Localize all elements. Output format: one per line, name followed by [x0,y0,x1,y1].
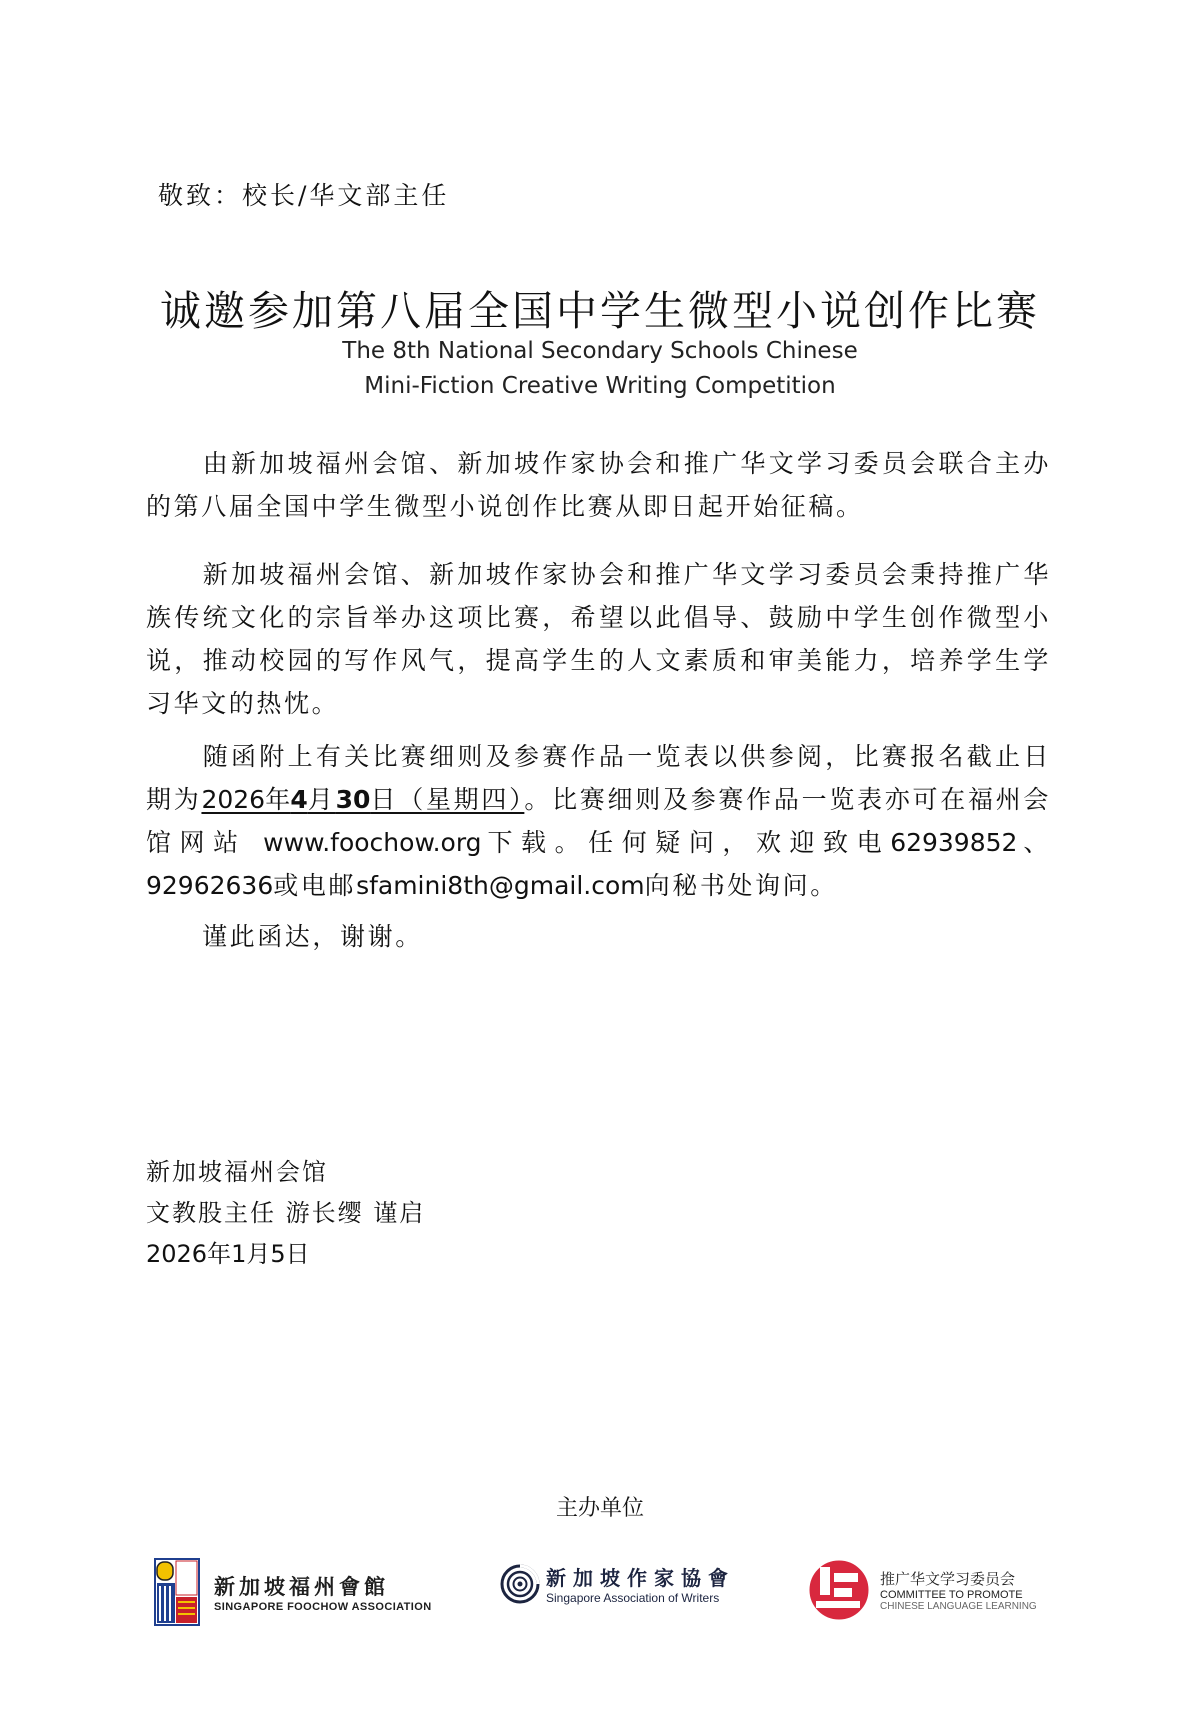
signature-organisation: 新加坡福州会馆 [146,1158,328,1186]
phone-separator: 、 [1017,828,1051,857]
deadline-date [201,785,524,814]
title-english-line2: Mini-Fiction Creative Writing Competition [364,373,836,399]
cplc-logo [806,1557,1037,1623]
deadline-day-unit: 日（星期四） [370,785,525,814]
email-link[interactable]: sfamini8th@gmail.com [356,871,645,900]
writers-association-spiral-icon [500,1564,540,1604]
paragraph-3-email-text: 或电邮 [273,871,357,900]
cplc-logo-icon [806,1557,872,1623]
signature-signatory: 文教股主任 游长缨 谨启 [146,1199,426,1227]
website-link[interactable]: www.foochow.org [263,828,482,857]
paragraph-4 [146,915,1051,958]
title-english [0,334,1200,404]
signature-block [146,1152,425,1275]
title-english-line1: The 8th National Secondary Schools Chinese [342,338,858,364]
paragraph-2 [146,553,1051,725]
deadline-day: 30 [335,785,371,814]
paragraph-3 [146,735,1051,907]
paragraph-4-text: 谨此函达，谢谢。 [202,922,423,951]
paragraph-1 [146,442,1051,528]
signature-date: 2026年1月5日 [146,1240,310,1268]
organisers-heading: 主办单位 [555,1496,644,1521]
phone-number-2: 92962636 [146,871,274,900]
cplc-english-name-line2: CHINESE LANGUAGE LEARNING [880,1600,1037,1612]
phone-number-1: 62939852 [890,828,1018,857]
paragraph-1-text: 由新加坡福州会馆、新加坡作家协会和推广华文学习委员会联合主办的第八届全国中学生微型小说创作比赛从即日起开始征稿。 [146,449,1051,521]
writers-association-logo [500,1562,735,1605]
paragraph-3-website-intro: 。比赛细则及参赛作品一览表亦可在福州会馆网站 [146,785,1051,857]
deadline-year: 2026年 [201,785,291,814]
writers-association-english-name: Singapore Association of Writers [546,1591,720,1605]
foochow-association-emblem-icon [154,1558,200,1626]
title-chinese: 诚邀参加第八届全国中学生微型小说创作比赛 [160,287,1040,335]
salutation: 敬致：校长/华文部主任 [158,181,450,210]
cplc-chinese-name: 推广华文学习委员会 [880,1569,1016,1588]
writers-association-chinese-name: 新加坡作家協會 [546,1566,735,1590]
foochow-association-chinese-name: 新加坡福州會館 [214,1574,389,1599]
paragraph-3-intro: 随函附上有关比赛细则及参赛作品一览表以供参阅，比赛报名截止日期为 [146,742,1051,814]
deadline-month: 4 [290,785,308,814]
paragraph-2-text: 新加坡福州会馆、新加坡作家协会和推广华文学习委员会秉持推广华族传统文化的宗旨举办这项比赛，希望以此倡导、鼓励中学生创作微型小说，推动校园的写作风气，提高学生的人文素质和审美能力，培养学生学习华文的热忱。 [146,560,1051,718]
deadline-month-unit: 月 [307,785,336,814]
foochow-association-logo [154,1558,432,1626]
cplc-english-name-line1: COMMITTEE TO PROMOTE [880,1588,1023,1601]
paragraph-3-end-text: 向秘书处询问。 [644,871,838,900]
foochow-association-english-name: SINGAPORE FOOCHOW ASSOCIATION [214,1601,432,1613]
paragraph-3-download-text: 下载。任何疑问，欢迎致电 [481,828,891,857]
